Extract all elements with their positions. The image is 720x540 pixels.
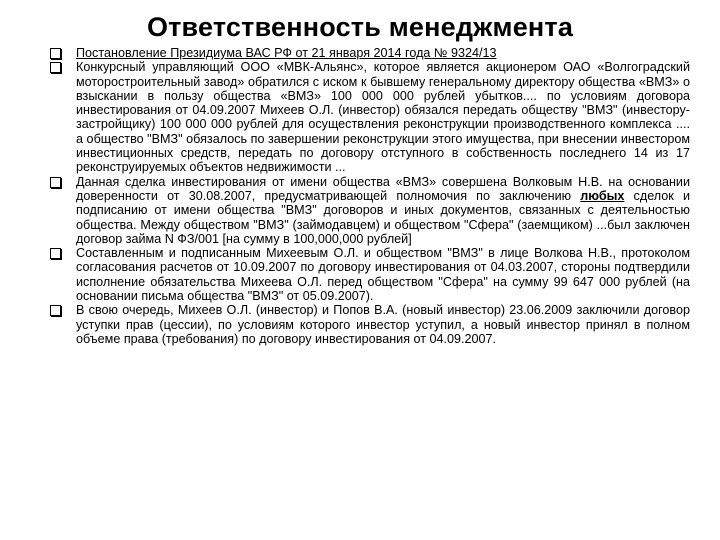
bullet-item [50, 46, 690, 60]
bullet-item [50, 60, 690, 174]
slide-title: Ответственность менеджмента [146, 12, 574, 42]
bullet-text: Конкурсный управляющий ООО «МВК-Альянс», которое является акционером ОАО «Волгоградский моторостроительный завод» обратился с иском к бывшему генеральному директору общества «ВМЗ» о взыскании в пользу общества «ВМЗ» 100 000 000 рублей убытков.... по условиям договора инвестирования от 04.09.2007 Михеев О.Л. (инвестор) обязался передать обществу "ВМЗ" (инвестору-застройщику) 100 000 000 рублей для осуществления реконструкции производственного комплекса .... а общество "ВМЗ" обязалось по завершении реконструкции этого имущества, при внесении инвестором инвестиционных средств, передать по договору отступного в собственность последнего 14 из 17 реконструируемых объектов недвижимости ... [76, 60, 690, 175]
square-bullet-icon [50, 248, 61, 259]
square-bullet-icon [50, 48, 61, 59]
square-bullet-icon [50, 177, 61, 188]
bullet-text-before: Данная сделка инвестирования от имени общества «ВМЗ» совершена Волковым Н.В. на основании доверенности от 30.08.2007, предусматривающей полномочия по заключению [76, 174, 690, 203]
resolution-reference: Постановление Президиума ВАС РФ от 21 января 2014 года № 9324/13 [76, 46, 497, 60]
bullet-list [50, 46, 690, 346]
bullet-item [50, 175, 690, 246]
bullet-item [50, 246, 690, 303]
bullet-text: В свою очередь, Михеев О.Л. (инвестор) и Попов В.А. (новый инвестор) 23.06.2009 заключили договор уступки прав (цессии), по условиям которого инвестор уступил, а новый инвестор принял в полном объеме права (требования) по договору инвестирования от 04.09.2007. [76, 303, 690, 346]
emphasized-word: любых [580, 188, 625, 203]
bullet-item [50, 303, 690, 346]
bullet-text-after: сделок и подписанию от имени общества "ВМЗ" договоров и иных документов, связанных с деятельностью общества. Между обществом "ВМЗ" (займодавцем) и обществом "Сфера" (заемщиком) ...был заключен договор займа N ФЗ/001 [на сумму в 100,000,000 рублей] [76, 188, 690, 246]
square-bullet-icon [50, 305, 61, 316]
bullet-text: Составленным и подписанным Михеевым О.Л. и обществом "ВМЗ" в лице Волкова Н.В., протоколом согласования расчетов от 10.09.2007 по договору инвестирования от 04.03.2007, стороны подтвердили исполнение обязательства Михеева О.Л. перед обществом "Сфера" на сумму 99 647 000 рублей (на основании письма общества "ВМЗ" от 05.09.2007). [76, 246, 690, 304]
square-bullet-icon [50, 62, 61, 73]
